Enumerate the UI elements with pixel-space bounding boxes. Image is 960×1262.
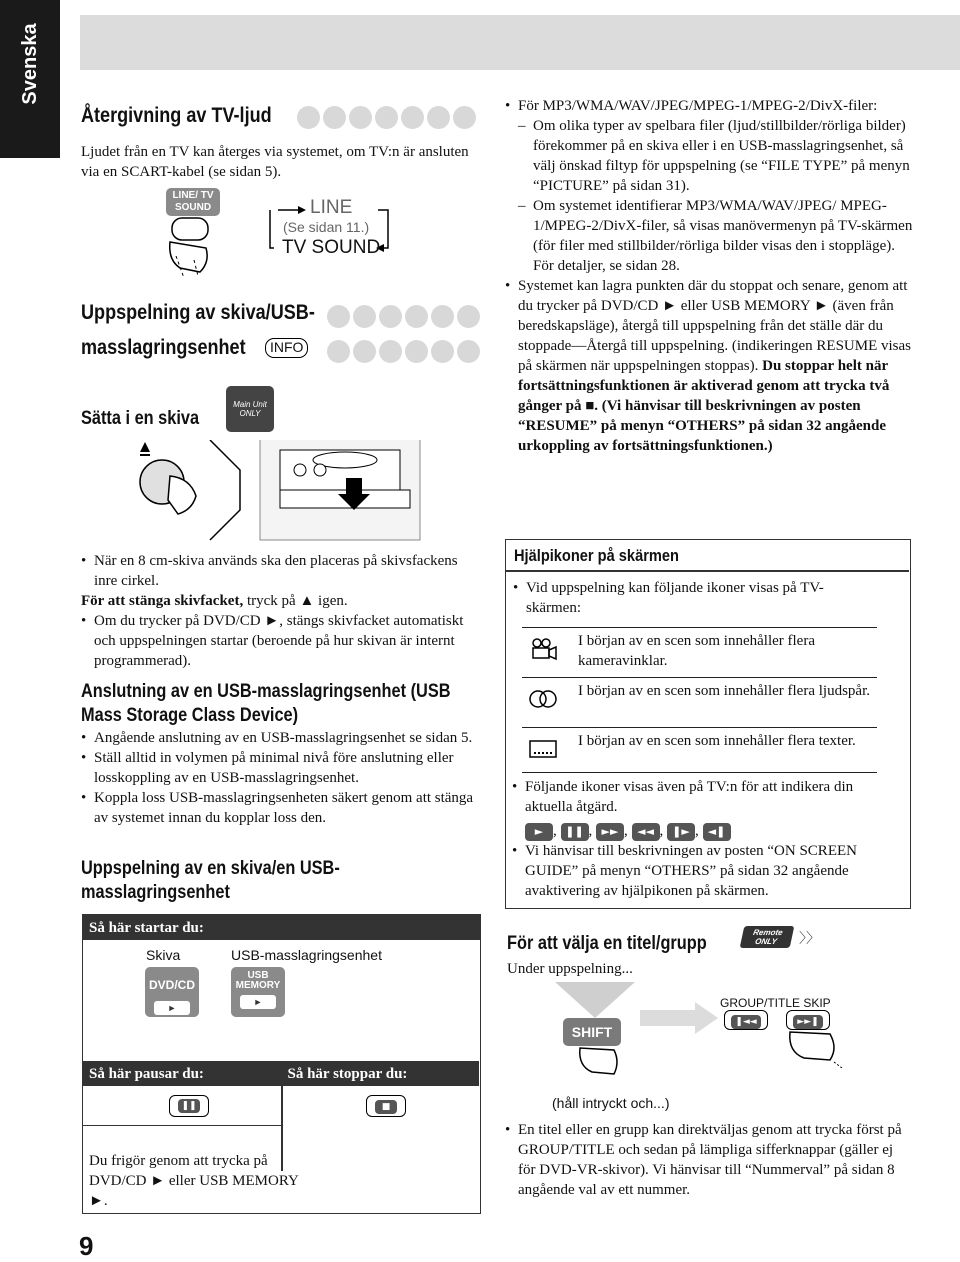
skip-back-button[interactable] (724, 1010, 768, 1030)
usb-note-3: • Koppla loss USB-masslagringsenheten säkert genom att stänga av systemet innan du kopplar loss den. (81, 788, 481, 828)
tv-sound-mode-label: TV SOUND (282, 237, 381, 258)
play-icon: ► (525, 823, 553, 841)
skip-forward-icon: ►►❚ (793, 1015, 823, 1029)
operation-icons-text: Följande ikoner visas även på TV:n för att indikera din aktuella åtgärd. (525, 779, 854, 815)
usb-connect-heading-line1: Anslutning av en USB-masslagringsenhet (USB (81, 681, 451, 702)
file-type-bullet: • För MP3/WMA/WAV/JPEG/MPEG-1/MPEG-2/DivX-filer: (505, 96, 915, 116)
auto-close-note: • Om du trycker på DVD/CD ►, stängs skivfacket automatiskt och uppspelningen startar (beroende på hur skivan är internt programmerad). (81, 611, 481, 671)
usb-label: USB-masslagringsenhet (231, 947, 382, 963)
disc-tray-illustration (130, 440, 440, 545)
rewind-icon: ◄◄ (632, 823, 660, 841)
disable-help-bullet: • Vi hänvisar till beskrivningen av posten “ON SCREEN GUIDE” på menyn “OTHERS” på sidan 32 angående avaktivering av hjälpikonen på skärmen. (512, 841, 892, 901)
language-tab (0, 0, 60, 158)
plus-arrow-graphic (640, 1000, 720, 1036)
8cm-disc-note: • När en 8 cm-skiva används ska den placeras på skivsfackens inre cirkel. (81, 551, 481, 591)
during-playback-label: Under uppspelning... (507, 961, 633, 977)
language-tab-label: Svenska (19, 23, 41, 105)
pause-icon: ❚❚ (178, 1099, 200, 1113)
divider (506, 570, 909, 572)
camera-angle-row (522, 627, 877, 677)
resume-bullet (505, 276, 915, 456)
file-type-note-2: – Om systemet identifierar MP3/WMA/WAV/JPEG/ MPEG-1/MPEG-2/DivX-filer, så visas manövermenyn på TV-skärmen (för filer med stillbilder/rörliga bilder visas den i stoppläge). För detaljer, se sidan 28. (505, 196, 915, 276)
finger-press-illustration (770, 1028, 860, 1068)
slow-forward-icon: ❚► (667, 823, 695, 841)
header-bar (80, 15, 960, 70)
divider (522, 772, 877, 773)
camera-angle-text: I början av en scen som innehåller flera kameravinklar. (578, 633, 815, 669)
camera-angle-icon (528, 638, 558, 660)
group-title-skip-label: GROUP/TITLE SKIP (720, 996, 831, 1010)
fast-forward-icon: ►► (596, 823, 624, 841)
disc-notes (81, 551, 481, 671)
line-tv-sound-label: LINE/ TV SOUND (166, 188, 220, 216)
resume-bold-text: Du stoppar helt när fortsättningsfunktionen är aktiverad genom att (518, 358, 888, 394)
line-mode-label: LINE (310, 197, 353, 218)
close-tray-rest: tryck på ▲ igen. (246, 593, 348, 609)
stop-icon: ■ (375, 1100, 397, 1114)
remote-only-badge: Remote ONLY (740, 926, 795, 948)
pause-header: Så här pausar du: (83, 1061, 282, 1086)
playback-control-box (82, 914, 481, 1214)
info-badge: INFO (265, 338, 308, 358)
skip-forward-button[interactable] (786, 1010, 830, 1030)
play-icon: ► (240, 995, 276, 1009)
help-icons-bullet-1: • Vid uppspelning kan följande ikoner visas på TV-skärmen: (513, 578, 863, 618)
subtitle-icon (528, 738, 558, 760)
hold-pressed-label: (håll intryckt och...) (552, 1095, 670, 1111)
down-arrow-graphic (555, 982, 635, 1020)
usb-connect-heading-line2: Mass Storage Class Device) (81, 705, 299, 726)
usb-note-1: • Angående anslutning av en USB-masslagringsenhet se sidan 5. (81, 728, 481, 748)
pause-icon: ❚❚ (561, 823, 589, 841)
stop-button[interactable] (366, 1095, 406, 1117)
help-bullets-2 (512, 777, 892, 901)
remote-signal-icon: 〉〉 (799, 930, 820, 946)
resume-text-bold: trycka två gånger på ■. (Vi hänvisar till beskrivningen av posten “RESUME” på menyn “OTHERS” på sidan 32 angående urkoppling av fortsättningsfunktionen.) (518, 378, 890, 454)
dvd-cd-button[interactable] (145, 967, 199, 1017)
heading-dots (297, 106, 476, 129)
button-press-illustration (150, 212, 230, 282)
stop-header: Så här stoppar du: (282, 1061, 480, 1086)
shift-button[interactable]: SHIFT (563, 1018, 621, 1046)
playback-usb-heading-line1: Uppspelning av en skiva/en USB- (81, 858, 340, 879)
subtitle-text: I början av en scen som innehåller flera texter. (578, 733, 856, 749)
subtitle-row (522, 727, 877, 777)
usb-note-2: • Ställ alltid in volymen på minimal nivå före anslutning eller losskoppling av en USB-masslagringsenhet. (81, 748, 481, 788)
heading-dots (327, 305, 480, 328)
file-type-note-1: – Om olika typer av spelbara filer (ljud/stillbilder/rörliga bilder) förekommer på en skiva eller i en USB-masslagringsenhet, så välj önskad filtyp för uppspelning (se “FILE TYPE” på menyn “PICTURE” på sidan 31). (505, 116, 915, 196)
start-header: Så här startar du: (83, 915, 480, 940)
release-pause-note: Du frigör genom att trycka på DVD/CD ► eller USB MEMORY ►. (89, 1153, 299, 1209)
usb-notes (81, 728, 481, 828)
tv-sound-heading: Återgivning av TV-ljud (81, 104, 272, 127)
slow-reverse-icon: ◄❚ (703, 823, 731, 841)
help-icons-heading: Hjälpikoner på skärmen (514, 546, 679, 565)
usb-memory-button[interactable] (231, 967, 285, 1017)
finger-press-illustration (570, 1040, 630, 1080)
audio-track-row (522, 677, 877, 727)
play-icon: ► (154, 1001, 190, 1015)
insert-disc-heading: Sätta i en skiva (81, 408, 200, 429)
skip-back-icon: ❚◄◄ (731, 1015, 761, 1029)
tv-sound-body: Ljudet från en TV kan återges via systemet, om TV:n är ansluten via en SCART-kabel (se sidan 5). (81, 144, 469, 180)
operation-icons-bullet (512, 777, 892, 841)
close-tray-bold: För att stänga skivfacket, (81, 593, 244, 609)
playback-heading-line2: masslagringsenhet (81, 336, 246, 359)
file-info-section (505, 96, 915, 456)
pause-button[interactable] (169, 1095, 209, 1117)
direct-select-bullet: • En titel eller en grupp kan direktväljas genom att trycka först på GROUP/TITLE och sedan på lämpliga sifferknappar (gäller ej för DVD-VR-skivor). Vi hänvisar till “Nummerval” på sidan 8 angående val av ett nummer. (505, 1120, 910, 1200)
title-group-heading: För att välja en titel/grupp (507, 933, 707, 954)
dvd-cd-button-label: DVD/CD (148, 978, 195, 992)
line-mode-note: (Se sidan 11.) (283, 219, 370, 235)
playback-heading-line1: Uppspelning av skiva/USB- (81, 301, 315, 324)
heading-dots (327, 340, 480, 363)
operation-icons-row: ► , ❚❚ , ►► , ◄◄ , ❚► , ◄❚ (525, 821, 892, 841)
page-number: 9 (79, 1231, 94, 1261)
resume-text: Systemet kan lagra punkten där du stoppat och senare, genom att du trycker på DVD/CD ► eller USB MEMORY ► (även från beredskapsläge), återgå till uppspelning från det ställe där du stoppade—Återgå till uppspelning. (indikeringen RESUME visas på skärmen när uppspelningen stoppas). (518, 278, 912, 374)
close-tray-note (81, 591, 481, 611)
main-unit-only-badge: Main Unit ONLY (226, 386, 274, 432)
usb-memory-button-label: USB MEMORY (235, 970, 281, 991)
disc-label: Skiva (146, 947, 181, 963)
playback-usb-heading-line2: masslagringsenhet (81, 882, 230, 903)
audio-track-text: I början av en scen som innehåller flera ljudspår. (578, 683, 870, 699)
audio-icon (528, 688, 558, 710)
divider (83, 1125, 283, 1126)
